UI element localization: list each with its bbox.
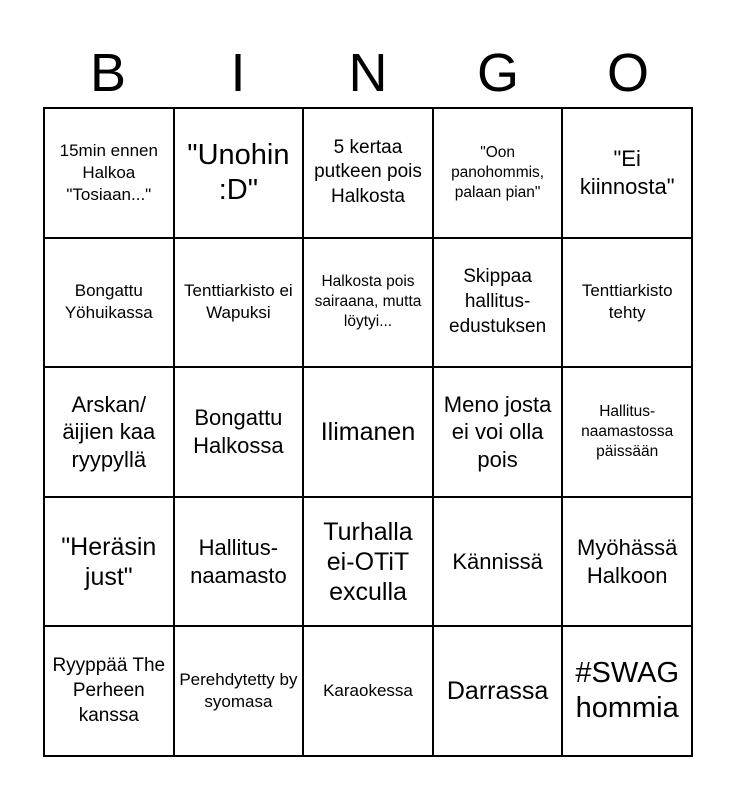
bingo-cell[interactable]: Skippaa hallitus-edustuksen (433, 238, 563, 368)
bingo-cell[interactable]: Karaokessa (303, 626, 433, 756)
bingo-cell[interactable]: Ilimanen (303, 367, 433, 497)
bingo-cell[interactable]: Tenttiarkisto ei Wapuksi (174, 238, 304, 368)
bingo-cell[interactable]: Perehdytetty by syomasa (174, 626, 304, 756)
header-letter-b: B (89, 43, 127, 103)
bingo-grid (43, 107, 693, 757)
bingo-cell[interactable]: "Ei kiinnosta" (562, 108, 692, 238)
bingo-cell[interactable]: Turhalla ei-OTiT exculla (303, 497, 433, 627)
bingo-header (43, 40, 693, 106)
header-letter-o: O (606, 43, 649, 103)
bingo-cell[interactable]: Meno josta ei voi olla pois (433, 367, 563, 497)
bingo-cell[interactable]: Halkosta pois sairaana, mutta löytyi... (303, 238, 433, 368)
bingo-cell[interactable]: Arskan/ äijien kaa ryypyllä (44, 367, 174, 497)
bingo-cell[interactable]: "Oon panohommis, palaan pian" (433, 108, 563, 238)
bingo-cell[interactable]: 15min ennen Halkoa "Tosiaan..." (44, 108, 174, 238)
bingo-cell[interactable]: #SWAG hommia (562, 626, 692, 756)
header-letter-n: N (348, 43, 388, 103)
bingo-cell[interactable]: "Unohin :D" (174, 108, 304, 238)
bingo-cell[interactable]: Bongattu Halkossa (174, 367, 304, 497)
bingo-cell[interactable]: Bongattu Yöhuikassa (44, 238, 174, 368)
bingo-cell[interactable]: Hallitus-naamastossa päissään (562, 367, 692, 497)
bingo-cell[interactable]: Kännissä (433, 497, 563, 627)
bingo-cell[interactable]: Hallitus-naamasto (174, 497, 304, 627)
bingo-cell[interactable]: "Heräsin just" (44, 497, 174, 627)
bingo-cell[interactable]: Tenttiarkisto tehty (562, 238, 692, 368)
bingo-cell[interactable]: Ryyppää The Perheen kanssa (44, 626, 174, 756)
header-letter-g: G (476, 43, 519, 103)
bingo-cell[interactable]: 5 kertaa putkeen pois Halkosta (303, 108, 433, 238)
bingo-cell[interactable]: Darrassa (433, 626, 563, 756)
bingo-cell[interactable]: Myöhässä Halkoon (562, 497, 692, 627)
header-letter-i: I (230, 43, 246, 103)
